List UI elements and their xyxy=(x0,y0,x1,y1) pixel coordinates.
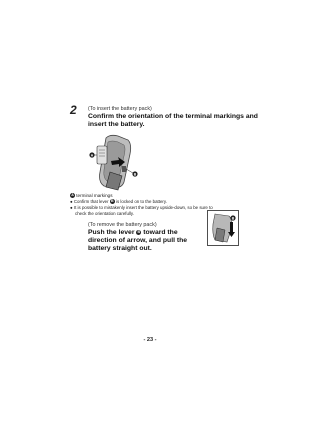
marker-b-badge: B xyxy=(110,199,114,204)
bullet-lever-check xyxy=(70,199,167,205)
battery-insert-illustration xyxy=(88,132,148,192)
remove-marker-b-badge: B xyxy=(137,229,141,234)
remove-heading-line-1-pre: Push the lever xyxy=(88,229,135,236)
bullet1-text-post: is locked on to the battery. xyxy=(116,199,167,204)
insert-heading-line-1: Confirm the orientation of the terminal markings and xyxy=(88,113,258,120)
insert-heading-line-2: insert the battery. xyxy=(88,121,145,129)
bullet2-text-line-1: It is possible to mistakenly insert the battery upside-down, so be sure to xyxy=(73,205,213,210)
marker-a-label: terminal markings xyxy=(76,193,113,198)
step-number: 2 xyxy=(70,103,77,117)
bullet-dot-icon: ● xyxy=(70,205,73,210)
marker-b-letter: B xyxy=(133,172,137,177)
remove-heading-line-2: direction of arrow, and pull the xyxy=(88,237,188,245)
battery-remove-illustration xyxy=(207,210,239,246)
remove-heading xyxy=(88,229,187,254)
remove-instruction-paren: (To remove the battery pack) xyxy=(88,222,157,228)
page-number: - 23 - xyxy=(143,337,157,343)
remove-heading-line-1-post: toward the xyxy=(143,229,178,236)
bullet2-text-line-2: check the orientation carefully. xyxy=(75,210,134,216)
insert-instruction-paren: (To insert the battery pack) xyxy=(88,106,152,112)
remove-heading-line-3: battery straight out. xyxy=(88,245,152,253)
remove-marker-b-letter: B xyxy=(231,216,235,221)
bullet1-text-pre: Confirm that lever xyxy=(73,199,109,204)
bullet-orientation-warning xyxy=(70,205,213,216)
marker-a-badge: A xyxy=(71,193,74,198)
bullet-dot-icon: ● xyxy=(70,199,73,204)
remove-heading-line-1 xyxy=(88,229,187,237)
marker-a-letter: A xyxy=(90,153,94,158)
insert-heading xyxy=(88,113,258,129)
